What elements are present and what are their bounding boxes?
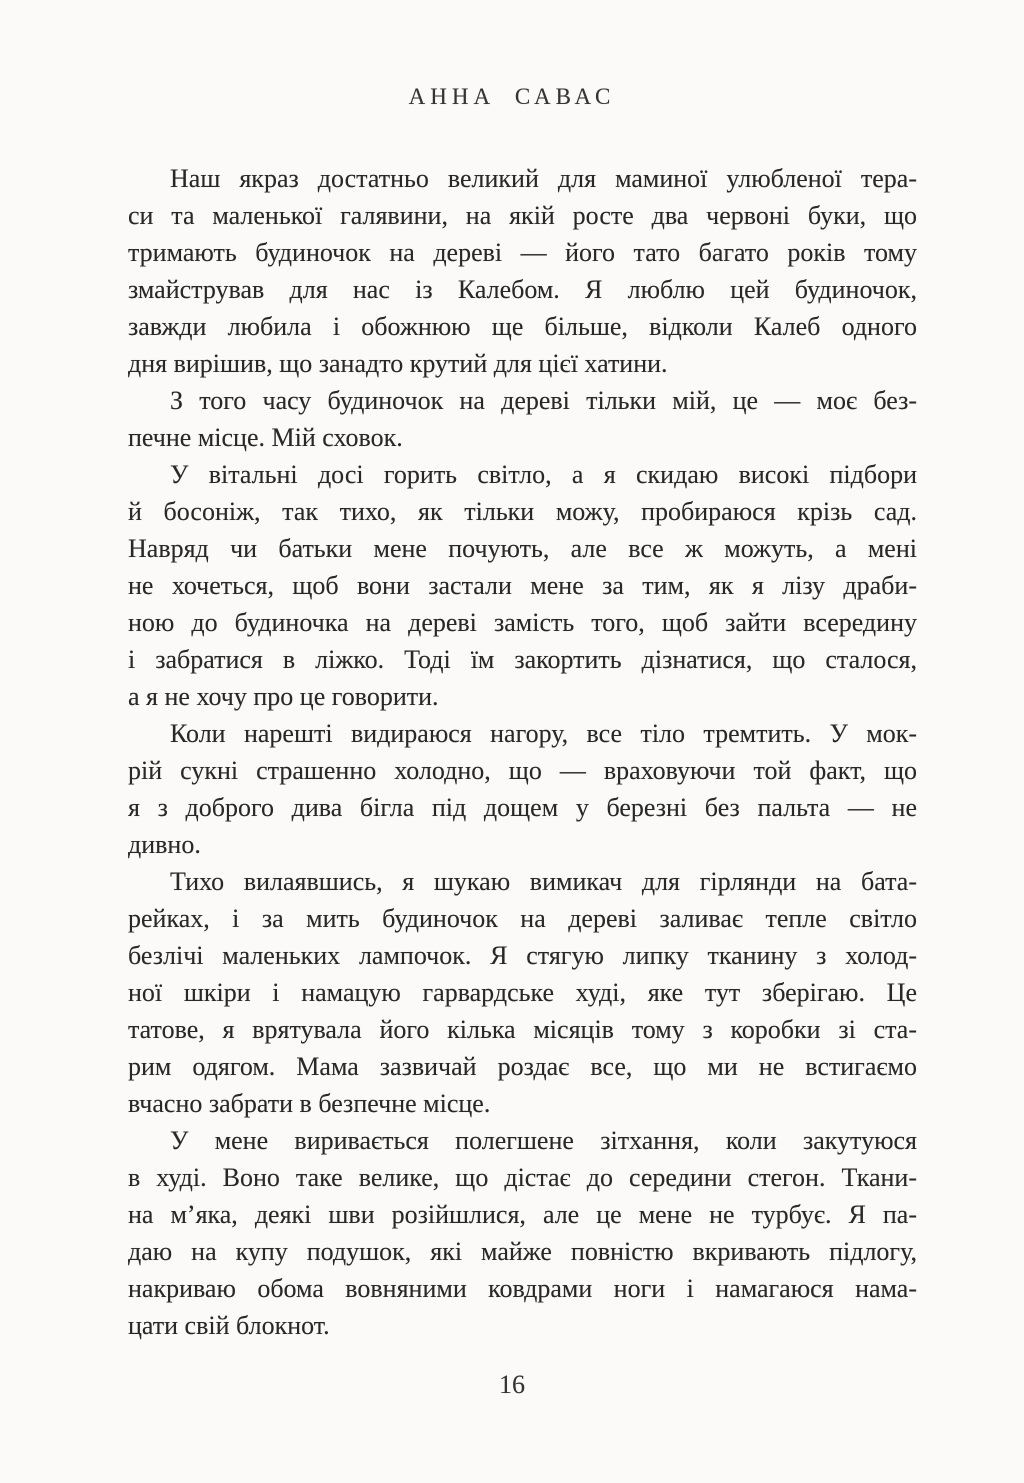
paragraph [128, 863, 917, 1122]
text-line: татове, я врятувала його кілька місяців тому з коробки зі ста- [128, 1015, 917, 1044]
paragraph [128, 1122, 917, 1344]
text-line: печне місце. Мій сховок. [128, 423, 403, 452]
text-line: й босоніж, так тихо, як тільки можу, пробираюся крізь сад. [128, 497, 917, 526]
text-line: в худі. Воно таке велике, що дістає до середини стегон. Ткани- [128, 1163, 917, 1192]
text-line: рейках, і за мить будиночок на дереві заливає тепле світло [128, 904, 917, 933]
paragraph [128, 456, 917, 715]
text-line: Наш якраз достатньо великий для маминої улюбленої тера- [170, 164, 917, 193]
text-line: Коли нарешті видираюся нагору, все тіло тремтить. У мок- [170, 719, 917, 748]
text-line: накриваю обома вовняними ковдрами ноги і намагаюся нама- [128, 1274, 917, 1303]
text-line: ної шкіри і намацую гарвардське худі, яке тут зберігаю. Це [128, 978, 917, 1007]
text-line: Навряд чи батьки мене почують, але все ж можуть, а мені [128, 534, 917, 563]
text-line: а я не хочу про це говорити. [128, 682, 439, 711]
text-line: цати свій блокнот. [128, 1311, 330, 1340]
paragraph [128, 382, 917, 456]
text-line: дивно. [128, 830, 201, 859]
page-body [128, 160, 917, 1344]
text-line: рій сукні страшенно холодно, що — враховуючи той факт, що [128, 756, 917, 785]
text-line: даю на купу подушок, які майже повністю вкривають підлогу, [128, 1237, 917, 1266]
text-line: вчасно забрати в безпечне місце. [128, 1089, 491, 1118]
text-line: тримають будиночок на дереві — його тато багато років тому [128, 238, 917, 267]
running-header-author: АННА САВАС [408, 84, 616, 109]
text-line: Тихо вилаявшись, я шукаю вимикач для гірлянди на бата- [170, 867, 917, 896]
paragraph [128, 160, 917, 382]
text-line: рим одягом. Мама зазвичай роздає все, що ми не встигаємо [128, 1052, 917, 1081]
paragraph [128, 715, 917, 863]
text-line: У мене виривається полегшене зітхання, коли закутуюся [170, 1126, 917, 1155]
text-line: ною до будиночка на дереві замість того, щоб зайти всередину [128, 608, 917, 637]
text-line: на м’яка, деякі шви розійшлися, але це мене не турбує. Я па- [128, 1200, 917, 1229]
text-line: си та маленької галявини, на якій росте два червоні буки, що [128, 201, 917, 230]
text-line: змайстрував для нас із Калебом. Я люблю цей будиночок, [128, 275, 917, 304]
text-line: я з доброго дива бігла під дощем у березні без пальта — не [128, 793, 917, 822]
text-line: безлічі маленьких лампочок. Я стягую липку тканину з холод- [128, 941, 917, 970]
text-line: дня вирішив, що занадто крутий для цієї хатини. [128, 349, 668, 378]
text-line: не хочеться, щоб вони застали мене за тим, як я лізу драби- [128, 571, 917, 600]
text-line: У вітальні досі горить світло, а я скидаю високі підбори [170, 460, 917, 489]
text-line: З того часу будиночок на дереві тільки мій, це — моє без- [170, 386, 917, 415]
text-line: і забратися в ліжко. Тоді їм закортить дізнатися, що сталося, [128, 645, 917, 674]
page-number: 16 [499, 1370, 525, 1399]
text-line: завжди любила і обожнюю ще більше, відколи Калеб одного [128, 312, 917, 341]
